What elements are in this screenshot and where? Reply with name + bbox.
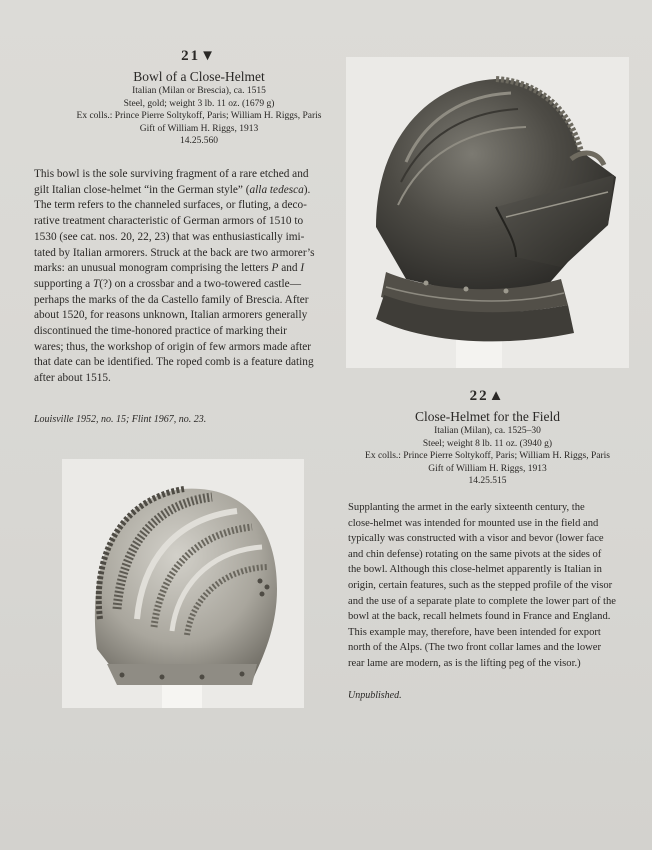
text-line: close-helmet was intended for mounted use in the field and (348, 517, 599, 529)
text-line: about 1520, for reasons unknown, Italian armorers generally (34, 309, 308, 322)
entry-22-meta (346, 425, 629, 488)
entry-22-credit: Gift of William H. Riggs, 1913 (428, 463, 547, 474)
text-line: perhaps the marks of the da Castello family of Brescia. After (34, 293, 309, 306)
text-line: tated by Italian armorers. Struck at the back are two armorer’s (34, 246, 315, 259)
text-line: and chin defense) rotating on the same pivots at the sides of (348, 548, 602, 560)
text-line: that date can be identified. The roped comb is a feature dating (34, 356, 314, 369)
entry-22-title: Close-Helmet for the Field (414, 409, 561, 424)
entry-21-material: Steel, gold; weight 3 lb. 11 oz. (1679 g) (123, 98, 275, 109)
text-line: after about 1515. (34, 372, 111, 385)
entry-21-title: Bowl of a Close-Helmet (133, 69, 265, 84)
text-line: bowl at the back, recall helmets found in France and England. (348, 611, 611, 623)
text-line: gilt Italian close-helmet “in the German style” (alla tedesca). (34, 183, 311, 196)
bowl-photo (62, 459, 304, 708)
text-line: 1530 (see cat. nos. 20, 22, 23) that was enthusiastically imi- (34, 230, 305, 243)
entry-21-provenance: Ex colls.: Prince Pierre Soltykoff, Paris; William H. Riggs, Paris (76, 111, 322, 121)
entry-22-origin: Italian (Milan), ca. 1525–30 (434, 426, 541, 436)
entry-21-references: Louisville 1952, no. 15; Flint 1967, no. 23. (34, 414, 207, 425)
entry-21-text (34, 167, 346, 387)
text-line: north of the Alps. (The two front collar lames and the lower (348, 642, 602, 654)
text-line: rative treatment characteristic of German armors of 1510 to (34, 215, 304, 228)
text-line: typically was constructed with a visor and bevor (lower face (348, 533, 604, 545)
entry-21-number: 21▼ (181, 48, 217, 64)
entry-21-credit: Gift of William H. Riggs, 1913 (139, 123, 259, 134)
entry-22-text (348, 500, 640, 672)
text-line: wares; thus, the workshop of origin of few armors made after (34, 340, 312, 353)
entry-22-material: Steel; weight 8 lb. 11 oz. (3940 g) (422, 438, 553, 449)
text-line: marks: an unusual monogram comprising the letters P and I (34, 262, 305, 275)
text-line: rear lame are modern, as is the lifting peg of the visor.) (348, 657, 581, 669)
close-helmet-photo (346, 57, 629, 368)
entry-21-heading (60, 48, 338, 148)
text-line: The term refers to the channeled surfaces, or fluting, a deco- (34, 199, 307, 212)
text-line: This bowl is the sole surviving fragment of a rare etched and (34, 168, 309, 180)
text-line: supporting a T(?) on a crossbar and a two-towered castle— (34, 277, 301, 290)
entry-21-accession: 14.25.560 (180, 136, 218, 146)
text-line: origin, certain features, such as the stepped profile of the visor (348, 579, 613, 591)
entry-22-references: Unpublished. (348, 690, 402, 701)
entry-21-meta (60, 85, 338, 148)
text-line: the bowl. Although this close-helmet apparently is Italian in (348, 564, 602, 576)
entry-21-origin: Italian (Milan or Brescia), ca. 1515 (132, 86, 266, 96)
entry-22-provenance: Ex colls.: Prince Pierre Soltykoff, Paris; William H. Riggs, Paris (365, 451, 610, 461)
entry-22-number: 22▲ (469, 388, 506, 404)
entry-22-heading (346, 388, 629, 488)
entry-22-accession: 14.25.515 (468, 476, 507, 486)
text-line: This example may, therefore, have been intended for export (348, 626, 601, 638)
text-line: Supplanting the armet in the early sixteenth century, the (348, 502, 585, 513)
text-line: and the use of a separate plate to complete the lower part of the (348, 595, 616, 607)
text-line: discontinued the time-honored practice of marking their (34, 325, 287, 338)
